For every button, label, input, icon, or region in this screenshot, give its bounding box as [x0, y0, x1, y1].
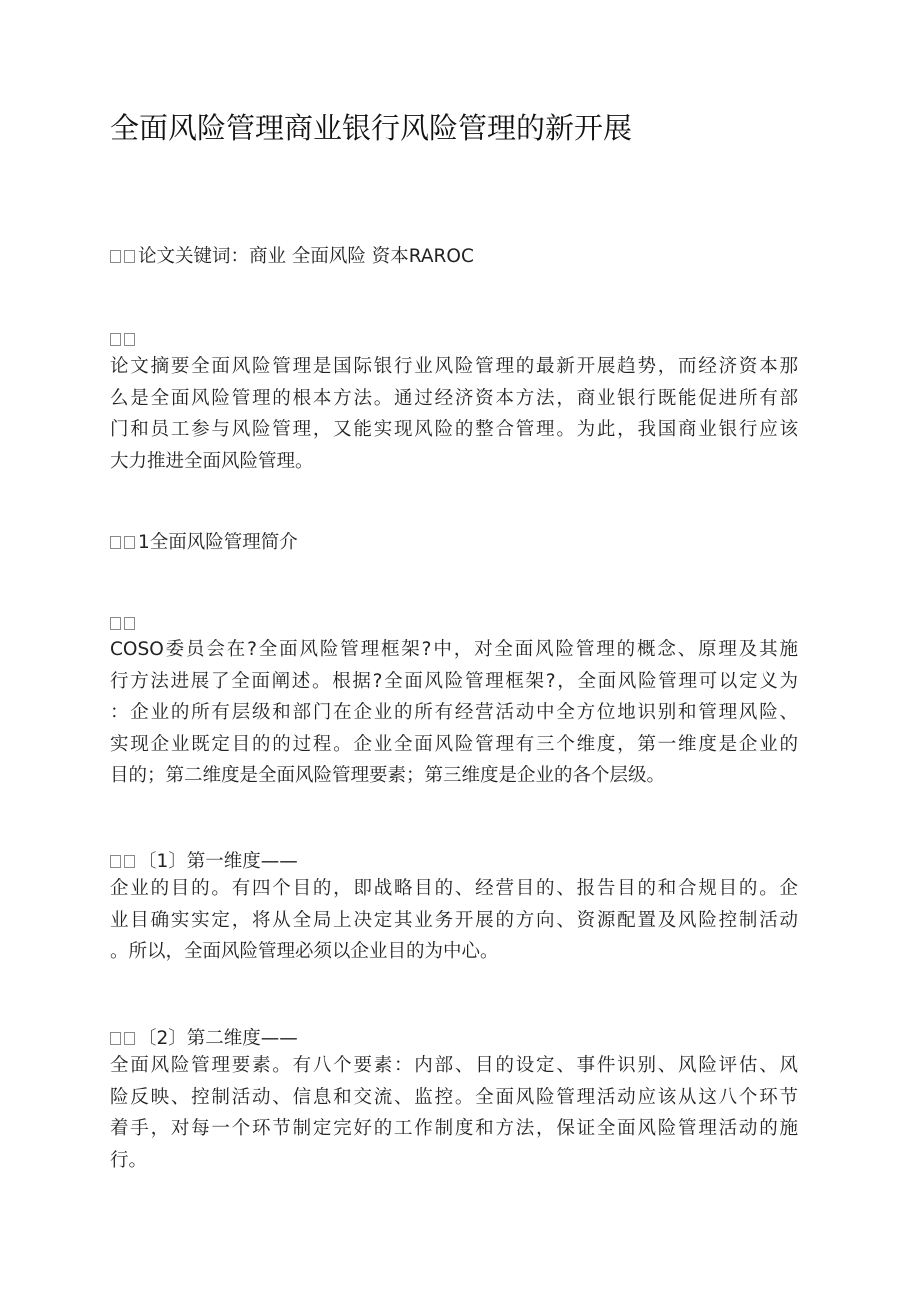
placeholder-box-icon — [110, 1032, 121, 1045]
abstract-line: 么是全面风险管理的根本方法。通过经济资本方法，商业银行既能促进所有部 — [110, 387, 798, 409]
dimension2-line: 全面风险管理要素。有八个要素：内部、目的设定、事件识别、风险评估、风 — [110, 1055, 798, 1076]
section1-line: ：企业的所有层级和部门在企业的所有经营活动中全方位地识别和管理风险、 — [110, 702, 798, 723]
placeholder-box-icon — [124, 536, 135, 549]
document-title: 全面风险管理商业银行风险管理的新开展 — [110, 111, 633, 145]
abstract-line: 大力推进全面风险管理。 — [110, 450, 314, 472]
dimension2-line: 险反映、控制活动、信息和交流、监控。全面风险管理活动应该从这八个环节 — [110, 1086, 798, 1108]
placeholder-box-icon — [110, 536, 121, 549]
placeholder-box-icon — [124, 250, 135, 263]
section1-line: COSO委员会在?全面风险管理框架?中，对全面风险管理的概念、原理及其施 — [110, 639, 798, 660]
dimension1-paragraph — [110, 873, 798, 968]
dimension2-heading-text: 〔2〕第二维度—— — [138, 1028, 298, 1049]
dimension1-line: 企业的目的。有四个目的，即战略目的、经营目的、报告目的和合规目的。企 — [110, 878, 798, 899]
section1-line: 行方法进展了全面阐述。根据?全面风险管理框架?，全面风险管理可以定义为 — [110, 670, 798, 692]
placeholder-box-icon — [110, 250, 121, 263]
placeholder-box-icon — [124, 1032, 135, 1045]
dimension2-paragraph — [110, 1050, 798, 1176]
keywords-line — [110, 241, 800, 272]
dimension1-line: 业目确实实定，将从全局上决定其业务开展的方向、资源配置及风险控制活动 — [110, 909, 798, 931]
placeholder-box-icon — [124, 855, 135, 868]
dimension1-heading-text: 〔1〕第一维度—— — [138, 851, 298, 872]
section1-line: 目的；第二维度是全面风险管理要素；第三维度是企业的各个层级。 — [110, 765, 666, 786]
keywords-text: 论文关键词：商业 全面风险 资本RAROC — [138, 246, 474, 267]
section1-paragraph — [110, 634, 798, 792]
section1-line: 实现企业既定目的的过程。企业全面风险管理有三个维度，第一维度是企业的 — [110, 733, 798, 755]
placeholder-box-icon — [110, 333, 121, 346]
section1-heading — [110, 527, 800, 558]
abstract-line: 门和员工参与风险管理，又能实现风险的整合管理。为此，我国商业银行应该 — [110, 419, 798, 440]
placeholder-box-icon — [124, 333, 135, 346]
placeholder-box-icon — [110, 855, 121, 868]
section1-heading-text: 1全面风险管理简介 — [138, 532, 298, 553]
dimension2-line: 行。 — [110, 1149, 148, 1171]
abstract-paragraph — [110, 351, 798, 477]
placeholder-box-icon — [110, 617, 121, 630]
dimension1-line: 。所以，全面风险管理必须以企业目的为中心。 — [110, 941, 499, 962]
abstract-line: 论文摘要全面风险管理是国际银行业风险管理的最新开展趋势，而经济资本那 — [110, 356, 798, 377]
dimension2-line: 着手，对每一个环节制定完好的工作制度和方法，保证全面风险管理活动的施 — [110, 1118, 798, 1139]
placeholder-box-icon — [124, 617, 135, 630]
